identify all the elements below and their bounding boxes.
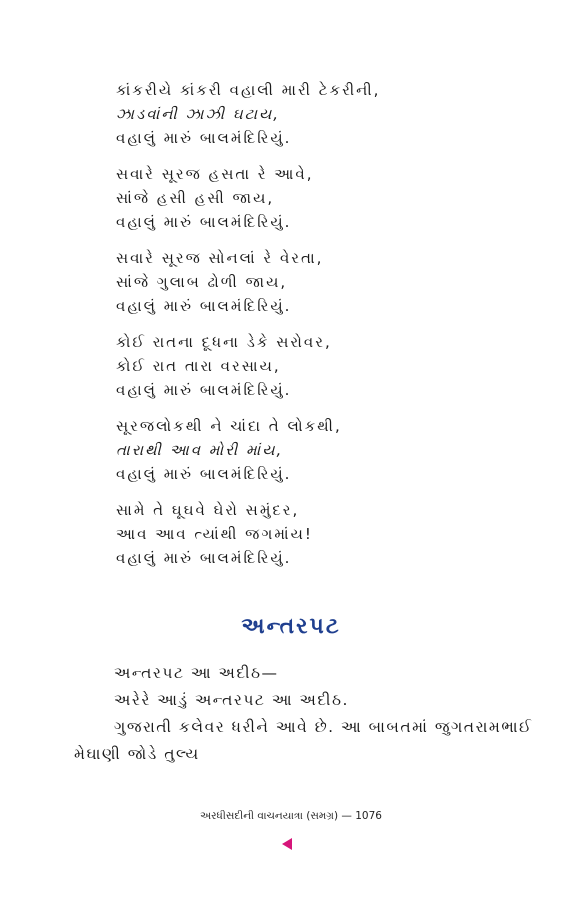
poem-line: સામે તે ઘૂઘવે ઘેરો સમુંદર, bbox=[116, 501, 300, 519]
poem-stanza-2 bbox=[116, 162, 496, 234]
poem-refrain: વહાલું મારું બાલમંદિરિયું. bbox=[116, 465, 292, 483]
page-footer: અરધીસદીની વાચનયાત્રા (સમગ્ર) — 1076 bbox=[200, 810, 382, 822]
poem-line: કોઈ રાત તારા વરસાય, bbox=[116, 357, 281, 375]
section-title: અન્તરપટ bbox=[241, 614, 341, 639]
poem-stanza-4 bbox=[116, 330, 496, 402]
prose-line: મેઘાણી જોડે તુલ્ય bbox=[74, 745, 200, 763]
poem-stanza-6 bbox=[116, 498, 496, 570]
poem-line: આવ આવ ત્યાંથી જગમાંય! bbox=[116, 525, 313, 543]
poem-stanza-3 bbox=[116, 246, 496, 318]
poem-line: સાંજે ગુલાબ ઢોળી જાય, bbox=[116, 273, 288, 291]
poem-refrain: વહાલું મારું બાલમંદિરિયું. bbox=[116, 297, 292, 315]
poem bbox=[116, 78, 496, 582]
poem-line: સવારે સૂરજ હસતા રે આવે, bbox=[116, 165, 314, 183]
poem-line: ઝાડવાંની ઝાઝી ઘટાય, bbox=[116, 105, 281, 123]
poem-line: સાંજે હસી હસી જાય, bbox=[116, 189, 275, 207]
poem-line: તારાથી આવ મોરી માંય, bbox=[116, 441, 284, 459]
poem-line: સવારે સૂરજ સોનલાં રે વેરતા, bbox=[116, 249, 324, 267]
left-triangle-icon[interactable] bbox=[282, 838, 292, 850]
poem-refrain: વહાલું મારું બાલમંદિરિયું. bbox=[116, 381, 292, 399]
poem-refrain: વહાલું મારું બાલમંદિરિયું. bbox=[116, 549, 292, 567]
poem-refrain: વહાલું મારું બાલમંદિરિયું. bbox=[116, 129, 292, 147]
prose-line: અન્તરપટ આ અદીઠ— bbox=[114, 664, 279, 682]
poem-stanza-1 bbox=[116, 78, 496, 150]
prose-line: ગુજરાતી કલેવર ધરીને આવે છે. આ બાબતમાં જુગતરામભાઈ bbox=[114, 718, 533, 736]
poem-refrain: વહાલું મારું બાલમંદિરિયું. bbox=[116, 213, 292, 231]
poem-line: કાંકરીયે કાંકરી વહાલી મારી ટેકરીની, bbox=[116, 81, 381, 99]
poem-line: સૂરજલોકથી ને ચાંદા તે લોકથી, bbox=[116, 417, 342, 435]
prose-body bbox=[74, 660, 533, 768]
poem-stanza-5 bbox=[116, 414, 496, 486]
prose-line: અરેરે આડું અન્તરપટ આ અદીઠ. bbox=[114, 691, 349, 709]
poem-line: કોઈ રાતના દૂધના ડેકે સરોવર, bbox=[116, 333, 332, 351]
